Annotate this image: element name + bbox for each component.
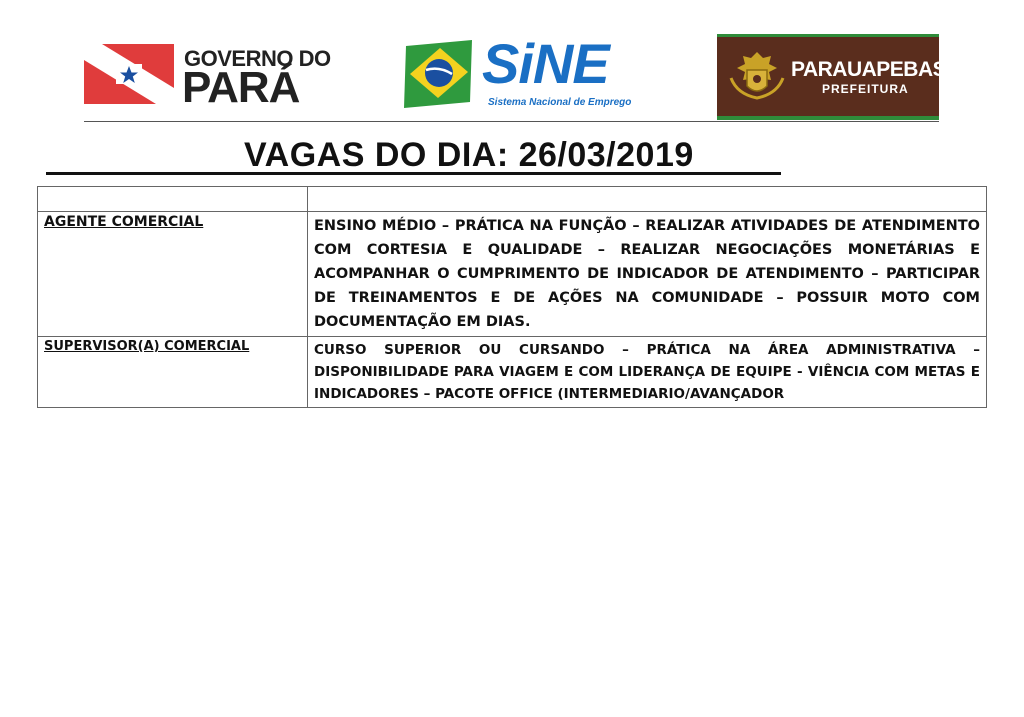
- table-row: [38, 212, 987, 337]
- job-title-cell: [38, 212, 308, 337]
- table-header-row: [38, 187, 987, 212]
- governo-line2: PARÁ: [182, 63, 300, 112]
- city-seal-icon: [727, 48, 787, 104]
- jobs-table: [37, 186, 987, 408]
- job-title: AGENTE COMERCIAL: [44, 214, 204, 230]
- governo-line1: GOVERNO DO: [184, 46, 331, 71]
- job-title: SUPERVISOR(A) COMERCIAL: [44, 339, 250, 354]
- parauapebas-logo: [717, 34, 947, 120]
- sine-name: SiNE: [482, 32, 609, 95]
- empty-cell: [38, 187, 308, 212]
- sine-logo: [400, 34, 640, 114]
- parauapebas-subtitle: PREFEITURA: [822, 82, 909, 96]
- parauapebas-top-stripe: [717, 34, 939, 37]
- para-flag-icon: [84, 44, 174, 104]
- job-title-cell: [38, 337, 308, 408]
- empty-cell: [308, 187, 987, 212]
- table-row: [38, 337, 987, 408]
- governo-do-para-logo: [84, 44, 334, 114]
- job-description: ENSINO MÉDIO – PRÁTICA NA FUNÇÃO – REALIZAR ATIVIDADES DE ATENDIMENTO COM CORTESIA E QUALIDADE – REALIZAR NEGOCIAÇÕES MONETÁRIAS E ACOMPANHAR O CUMPRIMENTO DE INDICADOR DE ATENDIMENTO – PARTICIPAR DE TREINAMENTOS E DE AÇÕES NA COMUNIDADE – POSSUIR MOTO COM DOCUMENTAÇÃO EM DIAS.: [308, 212, 987, 337]
- header-divider: [84, 121, 939, 122]
- title-row: [46, 136, 781, 178]
- brazil-flag-icon: [400, 40, 478, 108]
- job-description: CURSO SUPERIOR OU CURSANDO – PRÁTICA NA ÁREA ADMINISTRATIVA – DISPONIBILIDADE PARA VIAGEM E COM LIDERANÇA DE EQUIPE - VIÊNCIA COM METAS E INDICADORES – PACOTE OFFICE (INTERMEDIARIO/AVANÇADOR: [308, 337, 987, 408]
- sine-subtitle: Sistema Nacional de Emprego: [488, 97, 632, 108]
- parauapebas-name: PARAUAPEBAS: [791, 58, 947, 81]
- header-logos: [84, 32, 947, 122]
- page-title: VAGAS DO DIA: 26/03/2019: [244, 136, 694, 174]
